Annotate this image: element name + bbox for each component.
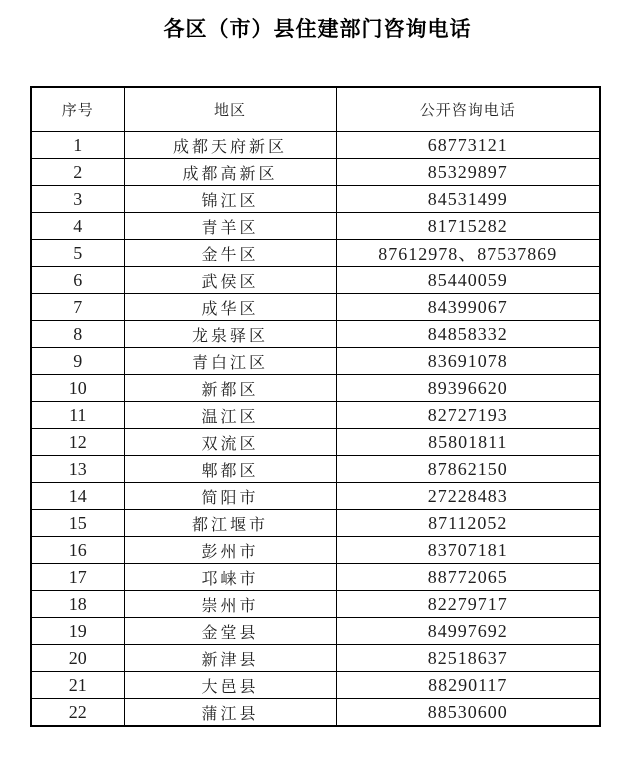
row-number-cell: 16 <box>31 537 124 564</box>
table-row <box>31 186 600 213</box>
row-number-cell: 12 <box>31 429 124 456</box>
phone-cell: 85801811 <box>336 429 600 456</box>
region-cell: 温江区 <box>124 402 336 429</box>
region-cell: 金牛区 <box>124 240 336 267</box>
page-title: 各区（市）县住建部门咨询电话 <box>163 18 472 41</box>
table-row <box>31 321 600 348</box>
phone-cell: 83691078 <box>336 348 600 375</box>
region-cell: 邛崃市 <box>124 564 336 591</box>
row-number-cell: 10 <box>31 375 124 402</box>
region-cell: 锦江区 <box>124 186 336 213</box>
phone-cell: 88530600 <box>336 699 600 727</box>
phone-cell: 88772065 <box>336 564 600 591</box>
region-cell: 崇州市 <box>124 591 336 618</box>
table-row <box>31 213 600 240</box>
table-row <box>31 132 600 159</box>
region-cell: 郫都区 <box>124 456 336 483</box>
region-cell: 简阳市 <box>124 483 336 510</box>
table-body <box>31 132 600 727</box>
phone-cell: 83707181 <box>336 537 600 564</box>
table-row <box>31 240 600 267</box>
phone-cell: 85440059 <box>336 267 600 294</box>
table-row <box>31 375 600 402</box>
region-cell: 成华区 <box>124 294 336 321</box>
row-number-cell: 15 <box>31 510 124 537</box>
phone-cell: 87862150 <box>336 456 600 483</box>
region-cell: 成都天府新区 <box>124 132 336 159</box>
phone-cell: 85329897 <box>336 159 600 186</box>
table-row <box>31 159 600 186</box>
table-row <box>31 537 600 564</box>
row-number-cell: 5 <box>31 240 124 267</box>
table-row <box>31 456 600 483</box>
table-row <box>31 672 600 699</box>
row-number-cell: 2 <box>31 159 124 186</box>
table-row <box>31 510 600 537</box>
row-number-cell: 20 <box>31 645 124 672</box>
phone-table <box>30 86 601 727</box>
row-number-cell: 17 <box>31 564 124 591</box>
row-number-cell: 9 <box>31 348 124 375</box>
region-cell: 新都区 <box>124 375 336 402</box>
phone-cell: 82727193 <box>336 402 600 429</box>
phone-cell: 82279717 <box>336 591 600 618</box>
row-number-cell: 1 <box>31 132 124 159</box>
phone-cell: 87112052 <box>336 510 600 537</box>
row-number-cell: 6 <box>31 267 124 294</box>
table-row <box>31 591 600 618</box>
header-row <box>31 87 600 132</box>
table-header <box>31 87 600 132</box>
region-cell: 青白江区 <box>124 348 336 375</box>
region-cell: 双流区 <box>124 429 336 456</box>
phone-cell: 89396620 <box>336 375 600 402</box>
header-region: 地区 <box>124 87 336 132</box>
region-cell: 金堂县 <box>124 618 336 645</box>
phone-cell: 82518637 <box>336 645 600 672</box>
table-row <box>31 429 600 456</box>
header-phone: 公开咨询电话 <box>336 87 600 132</box>
region-cell: 武侯区 <box>124 267 336 294</box>
row-number-cell: 18 <box>31 591 124 618</box>
table-row <box>31 402 600 429</box>
table-row <box>31 267 600 294</box>
table-row <box>31 699 600 727</box>
phone-cell: 84531499 <box>336 186 600 213</box>
table-row <box>31 645 600 672</box>
row-number-cell: 3 <box>31 186 124 213</box>
phone-cell: 84858332 <box>336 321 600 348</box>
phone-cell: 84399067 <box>336 294 600 321</box>
header-row-number: 序号 <box>31 87 124 132</box>
row-number-cell: 8 <box>31 321 124 348</box>
row-number-cell: 14 <box>31 483 124 510</box>
row-number-cell: 7 <box>31 294 124 321</box>
phone-cell: 84997692 <box>336 618 600 645</box>
row-number-cell: 21 <box>31 672 124 699</box>
table-row <box>31 564 600 591</box>
region-cell: 蒲江县 <box>124 699 336 727</box>
region-cell: 龙泉驿区 <box>124 321 336 348</box>
region-cell: 都江堰市 <box>124 510 336 537</box>
table-row <box>31 483 600 510</box>
phone-cell: 87612978、87537869 <box>336 240 600 267</box>
phone-cell: 68773121 <box>336 132 600 159</box>
table-row <box>31 294 600 321</box>
phone-cell: 88290117 <box>336 672 600 699</box>
region-cell: 彭州市 <box>124 537 336 564</box>
row-number-cell: 4 <box>31 213 124 240</box>
table-row <box>31 348 600 375</box>
region-cell: 大邑县 <box>124 672 336 699</box>
region-cell: 成都高新区 <box>124 159 336 186</box>
region-cell: 青羊区 <box>124 213 336 240</box>
row-number-cell: 22 <box>31 699 124 727</box>
phone-cell: 81715282 <box>336 213 600 240</box>
row-number-cell: 13 <box>31 456 124 483</box>
table-row <box>31 618 600 645</box>
phone-cell: 27228483 <box>336 483 600 510</box>
row-number-cell: 19 <box>31 618 124 645</box>
region-cell: 新津县 <box>124 645 336 672</box>
row-number-cell: 11 <box>31 402 124 429</box>
